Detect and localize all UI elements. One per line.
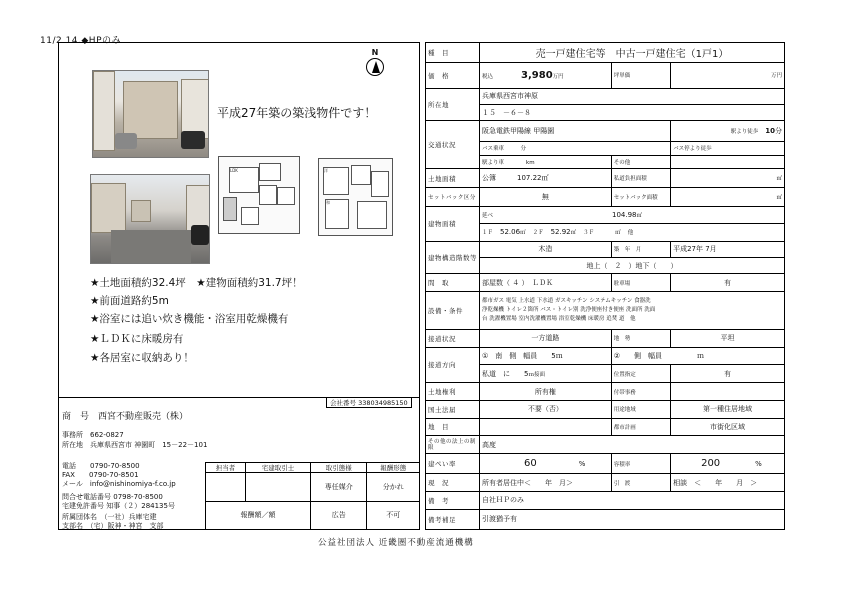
feature-storage: ★各居室に収納あり！ bbox=[90, 352, 194, 364]
plan-jp-room: 和 bbox=[325, 199, 349, 229]
other-restrictions: 高度 bbox=[480, 436, 785, 454]
floor-count: 地上（ ２ ）地下（ ） bbox=[480, 257, 785, 273]
structure: 木造 bbox=[480, 241, 612, 257]
total-floor-area: 延べ 104.98㎡ bbox=[480, 207, 785, 223]
national-land-report: 不要（否） bbox=[480, 400, 612, 418]
property-type: 売一戸建住宅等 中古一戸建住宅（1戸1） bbox=[480, 43, 785, 63]
terrain: 平坦 bbox=[671, 330, 785, 348]
street-view-photo bbox=[90, 174, 210, 264]
broker-license: 宅建免許番号 知事（２）284135号 bbox=[62, 502, 175, 510]
land-area: 公簿 107.22㎡ bbox=[480, 169, 612, 188]
broker-address: 所在地 兵庫県西宮市 神園町 15－22－101 bbox=[62, 441, 208, 449]
fee-type-value: 分かれ bbox=[367, 473, 420, 502]
staff-table bbox=[205, 462, 420, 530]
fee-type-header: 報酬形態 bbox=[367, 463, 420, 473]
road-type: 私道 に 5ｍ接面 bbox=[480, 365, 612, 383]
agent-header: 宅建取引士 bbox=[245, 463, 310, 473]
position-designation: 有 bbox=[671, 365, 785, 383]
feature-bath: ★浴室には追い炊き機能・浴室用乾燥機有 bbox=[90, 313, 289, 325]
train-line: 阪急電鉄甲陽線 甲陽園 bbox=[480, 121, 671, 141]
page-header-date: 11/2 14.◆HPのみ bbox=[40, 36, 122, 46]
north-arrow-icon bbox=[366, 58, 384, 76]
floor-plan-2f bbox=[318, 158, 393, 236]
built-date: 平成27年 7月 bbox=[671, 241, 785, 257]
layout: 部屋数（ ４ ） ＬＤＫ bbox=[480, 274, 612, 292]
parking: 有 bbox=[671, 274, 785, 292]
broker-mail[interactable]: メール info@nishinomiya-f.co.jp bbox=[62, 480, 176, 488]
road-2: ② 側 幅員 ｍ bbox=[611, 347, 784, 365]
house-exterior-photo bbox=[92, 70, 209, 158]
feature-area: ★土地面積約32.4坪 ★建物面積約31.7坪！ bbox=[90, 277, 303, 289]
broker-fax: FAX 0790-70-8501 bbox=[62, 471, 139, 479]
current-status: 所有者居住中＜ 年 月＞ bbox=[480, 474, 612, 492]
staff-header: 担当者 bbox=[206, 463, 246, 473]
property-spec-table: 種 目 売一戸建住宅等 中古一戸建住宅（1戸1） 価 格 税込 3,980万円 坪単価 万円 所在地 兵庫県西宮市神原 １５ －６－８ 交通状況 阪急電鉄甲陽線 甲陽園 駅より徒歩 10分 バス乗車 分 バス停より徒歩 駅より車 km その他 土地面積 公簿 107.22㎡ 私道負担面積 ㎡ セットバック区分 無 セットバック面積 ㎡ 建物面積 延べ 104.98㎡ １Ｆ 52.06㎡ ２Ｆ 52.92㎡ ３Ｆ ㎡ 他 建物構造階数等 木造 築 年 月 平成27年 7月 地上（ ２ ）地下（ ） 間 取 部屋数（ ４ ） ＬＤＫ 駐車場 有 設備・条件 都市ガス 電気 上水道 下水道 ガスキッチン システムキッチン 食器洗 浄乾燥機 トイレ２箇所 バス・トイレ別 洗浄便座付き便座 洗面所 洗面 台 洗濯機置場 室内洗濯機置場 浴室乾燥機 床暖房 追焚 道 他 接道状況 一方道路 地 勢 平坦 接道方向 ① 南 側 幅員 5ｍ ② 側 幅員 ｍ 私道 に 5ｍ接面 位置指定 有 土地権利 所有権 付帯事務 国土法届 不要（否） 用途地域 第一種住居地域 地 目 都市計画 市街化区域 その他の法上の制限 高度 建ぺい率 60 % 容積率 200 % 現 況 所有者居住中＜ 年 月＞ 引 渡 相談 ＜ 年 月 ＞ 備 考 自社ＨＰのみ 備考補足 引渡猶予有 bbox=[425, 42, 785, 530]
plan-western-room: 洋 bbox=[323, 167, 349, 195]
floor-areas: １Ｆ 52.06㎡ ２Ｆ 52.92㎡ ３Ｆ ㎡ 他 bbox=[480, 223, 785, 241]
road-1: ① 南 側 幅員 5ｍ bbox=[480, 347, 612, 365]
broker-inquiry-tel: 問合せ電話番号 0798-70-8500 bbox=[62, 493, 163, 501]
floor-area-ratio: 200 % bbox=[671, 453, 785, 473]
road-access: 一方道路 bbox=[480, 330, 612, 348]
broker-association: 所属団体名 （一社）兵庫宅建 bbox=[62, 513, 157, 521]
broker-postal: 事務所 662-0827 bbox=[62, 431, 124, 439]
city-plan: 市街化区域 bbox=[671, 418, 785, 436]
deal-type-value: 専任媒介 bbox=[311, 473, 367, 502]
broker-name: 商 号 西宮不動産販売（株） bbox=[62, 412, 189, 422]
handover: 相談 ＜ 年 月 ＞ bbox=[671, 474, 785, 492]
remarks: 自社ＨＰのみ bbox=[480, 491, 785, 509]
location: 兵庫県西宮市神原 bbox=[480, 88, 785, 104]
broker-tel: 電話 0790-70-8500 bbox=[62, 462, 140, 470]
zoning: 第一種住居地域 bbox=[671, 400, 785, 418]
facilities: 都市ガス 電気 上水道 下水道 ガスキッチン システムキッチン 食器洗 浄乾燥機 トイレ２箇所 バス・トイレ別 洗浄便座付き便座 洗面所 洗面 台 洗濯機置場 室内洗濯機置場 浴室乾燥機 床暖房 追焚 道 他 bbox=[480, 292, 785, 330]
footer-organization: 公益社団法人 近畿圏不動産流通機構 bbox=[318, 538, 474, 548]
ad-label: 広告 bbox=[311, 501, 367, 530]
plan-ldk: LDK bbox=[229, 167, 259, 193]
broker-branch: 支部名 （宅）阪神・神宮 支部 bbox=[62, 522, 164, 530]
notes: 引渡猶予有 bbox=[480, 509, 785, 529]
coverage-ratio: 60 % bbox=[480, 453, 612, 473]
location-detail: １５ －６－８ bbox=[480, 104, 785, 120]
feature-road: ★前面道路約5m bbox=[90, 295, 169, 307]
floor-plan-1f bbox=[218, 156, 300, 234]
listing-headline: 平成27年築の築浅物件です！ bbox=[217, 106, 377, 120]
ad-value: 不可 bbox=[367, 501, 420, 530]
member-number: 会社番号 338034985150 bbox=[326, 397, 412, 408]
feature-floor-heat: ★ＬＤＫに床暖房有 bbox=[90, 333, 184, 345]
north-compass bbox=[365, 48, 385, 76]
fee-label: 報酬額／額 bbox=[206, 501, 311, 530]
price-cell: 税込 3,980万円 bbox=[480, 63, 612, 88]
deal-type-header: 取引態様 bbox=[311, 463, 367, 473]
land-right: 所有権 bbox=[480, 383, 612, 401]
north-label: N bbox=[371, 48, 379, 57]
